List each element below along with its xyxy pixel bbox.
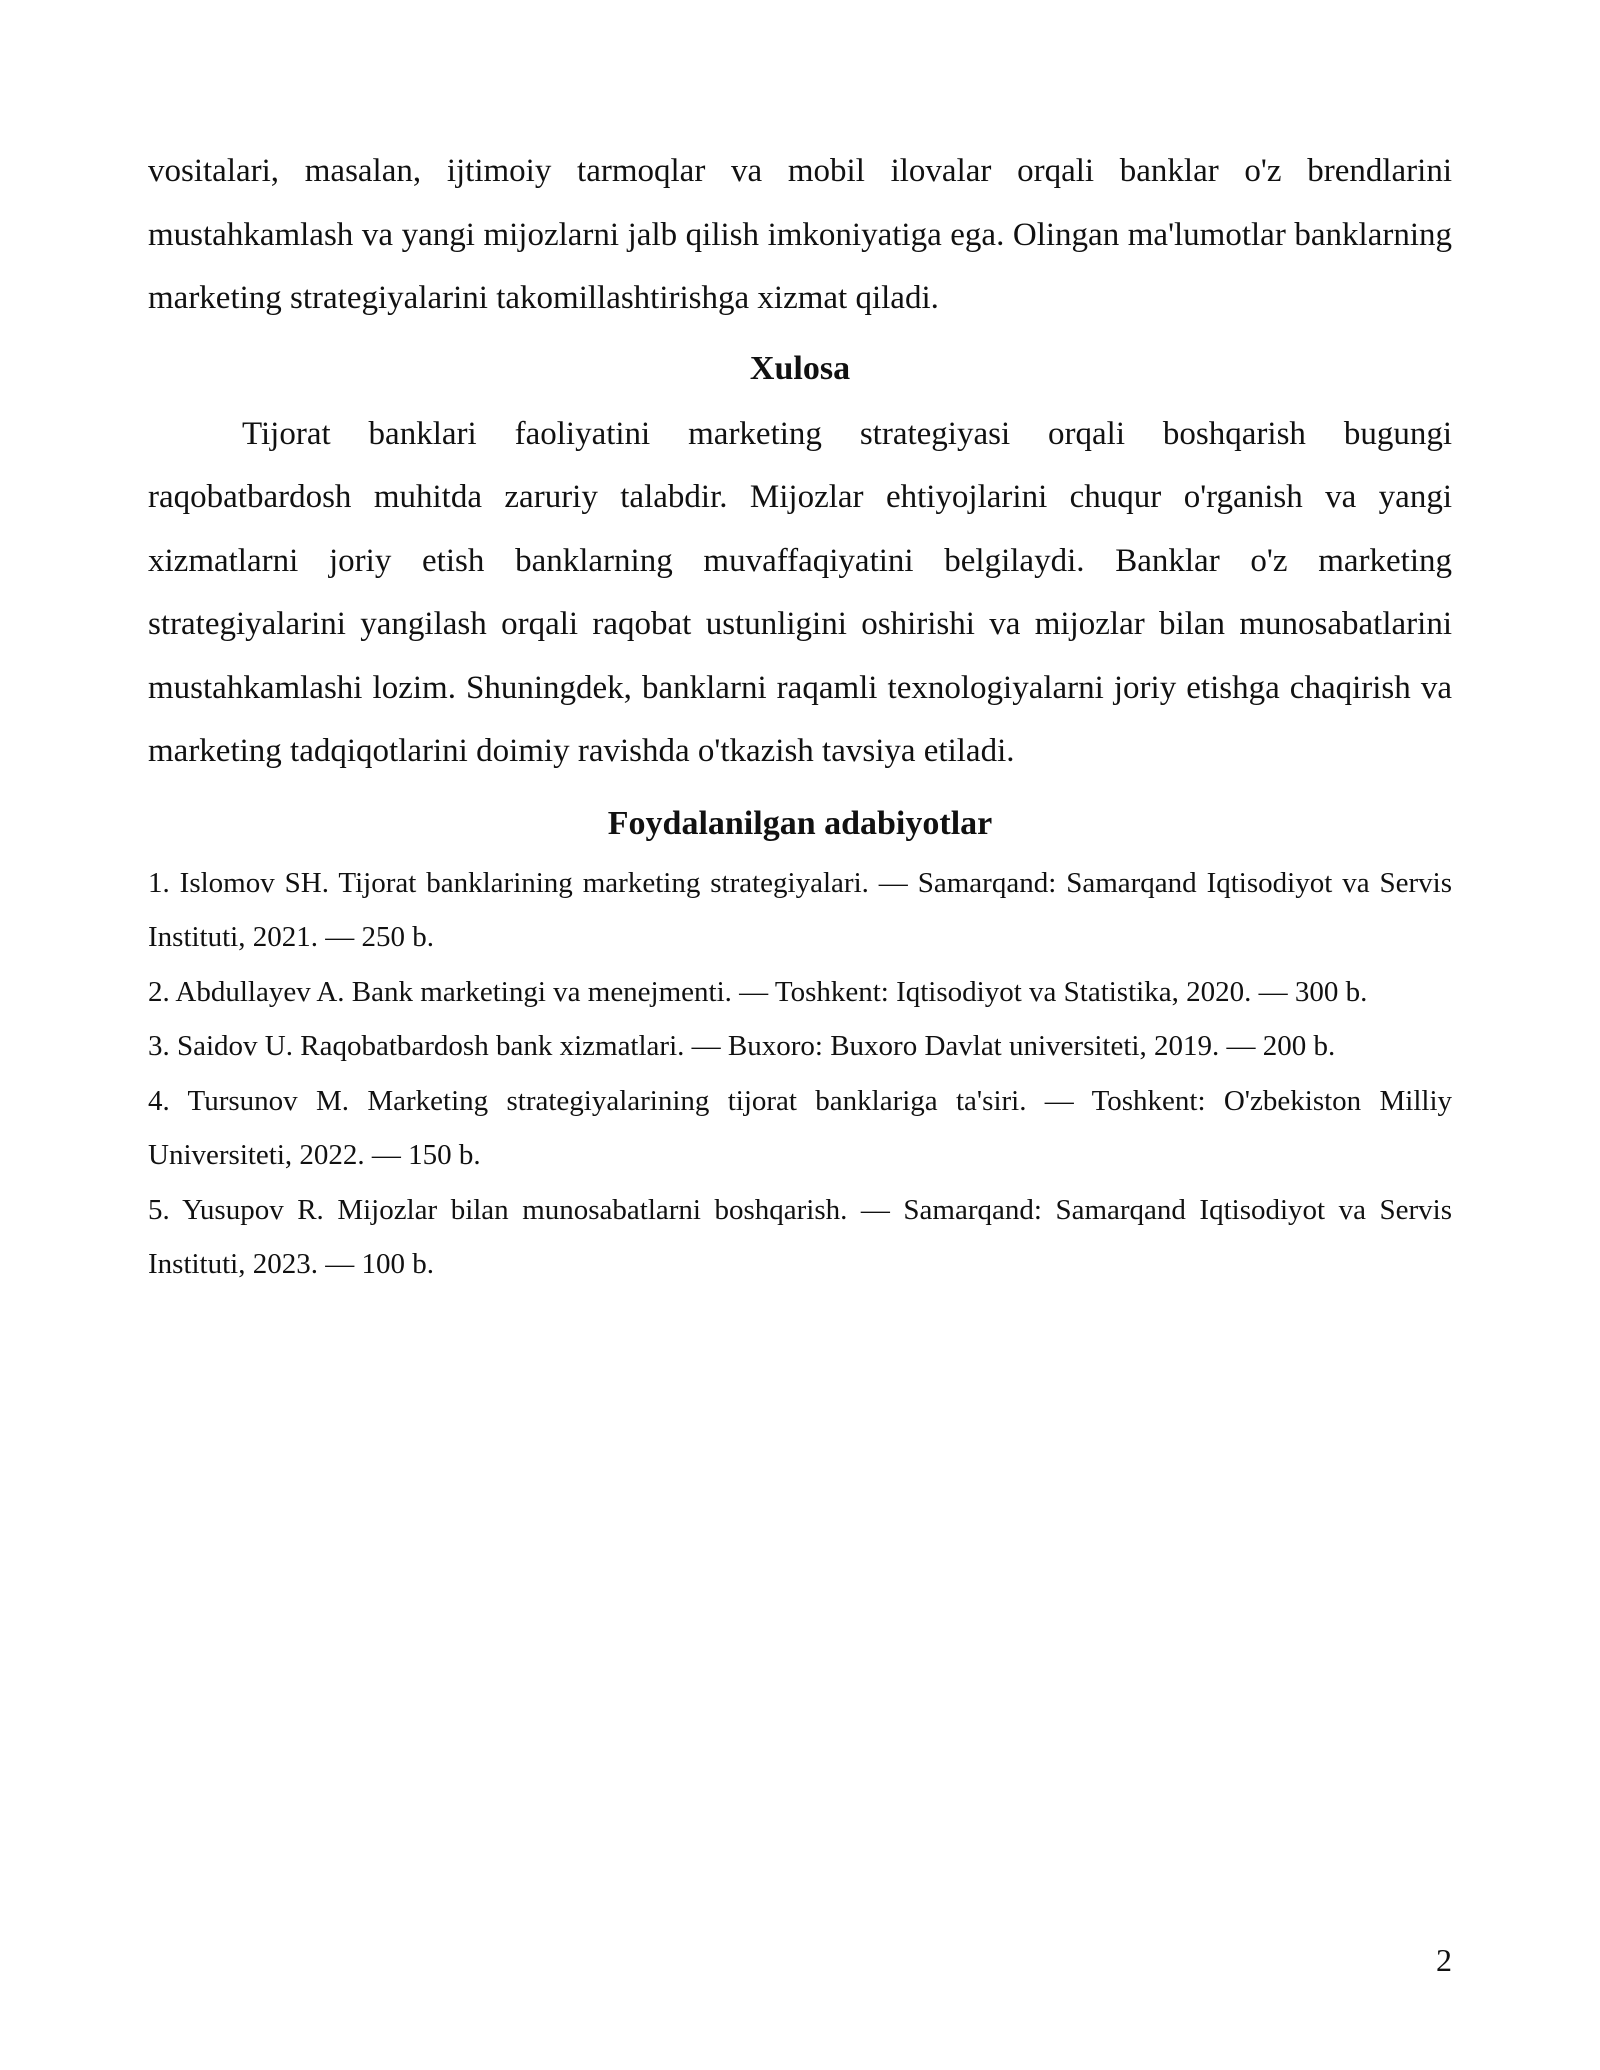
reference-item: 1. Islomov SH. Tijorat banklarining marketing strategiyalari. — Samarqand: Samarqand Iqtisodiyot va Servis Instituti, 2021. — 250 b. — [148, 866, 1452, 953]
conclusion-heading: Xulosa — [749, 349, 851, 387]
page-content — [148, 140, 1452, 1292]
reference-item: 3. Saidov U. Raqobatbardosh bank xizmatlari. — Buxoro: Buxoro Davlat universiteti, 2019. — 200 b. — [148, 1030, 1336, 1062]
intro-paragraph: vositalari, masalan, ijtimoiy tarmoqlar va mobil ilovalar orqali banklar o'z brendlarini mustahkamlash va yangi mijozlarni jalb qilish imkoniyatiga ega. Olingan ma'lumotlar banklarning marketing strategiyalarini takomillashtirishga xizmat qiladi. — [148, 153, 1452, 316]
reference-item: 4. Tursunov M. Marketing strategiyalarining tijorat banklariga ta'siri. — Toshkent: O'zbekiston Milliy Universiteti, 2022. — 150 b. — [148, 1084, 1452, 1171]
references-heading: Foydalanilgan adabiyotlar — [607, 804, 993, 842]
reference-item: 2. Abdullayev A. Bank marketingi va menejmenti. — Toshkent: Iqtisodiyot va Statistika, 2020. — 300 b. — [148, 975, 1368, 1008]
reference-item: 5. Yusupov R. Mijozlar bilan munosabatlarni boshqarish. — Samarqand: Samarqand Iqtisodiyot va Servis Instituti, 2023. — 100 b. — [148, 1193, 1452, 1280]
references-list — [148, 856, 1452, 1292]
page-number: 2 — [1436, 1942, 1452, 1978]
conclusion-paragraph: Tijorat banklari faoliyatini marketing strategiyasi orqali boshqarish bugungi raqobatbardosh muhitda zaruriy talabdir. Mijozlar ehtiyojlarini chuqur o'rganish va yangi xizmatlarni joriy etish banklarning muvaffaqiyatini belgilaydi. Banklar o'z marketing strategiyalarini yangilash orqali raqobat ustunligini oshirishi va mijozlar bilan munosabatlarini mustahkamlashi lozim. Shuningdek, banklarni raqamli texnologiyalarni joriy etishga chaqirish va marketing tadqiqotlarini doimiy ravishda o'tkazish tavsiya etiladi. — [148, 415, 1452, 769]
